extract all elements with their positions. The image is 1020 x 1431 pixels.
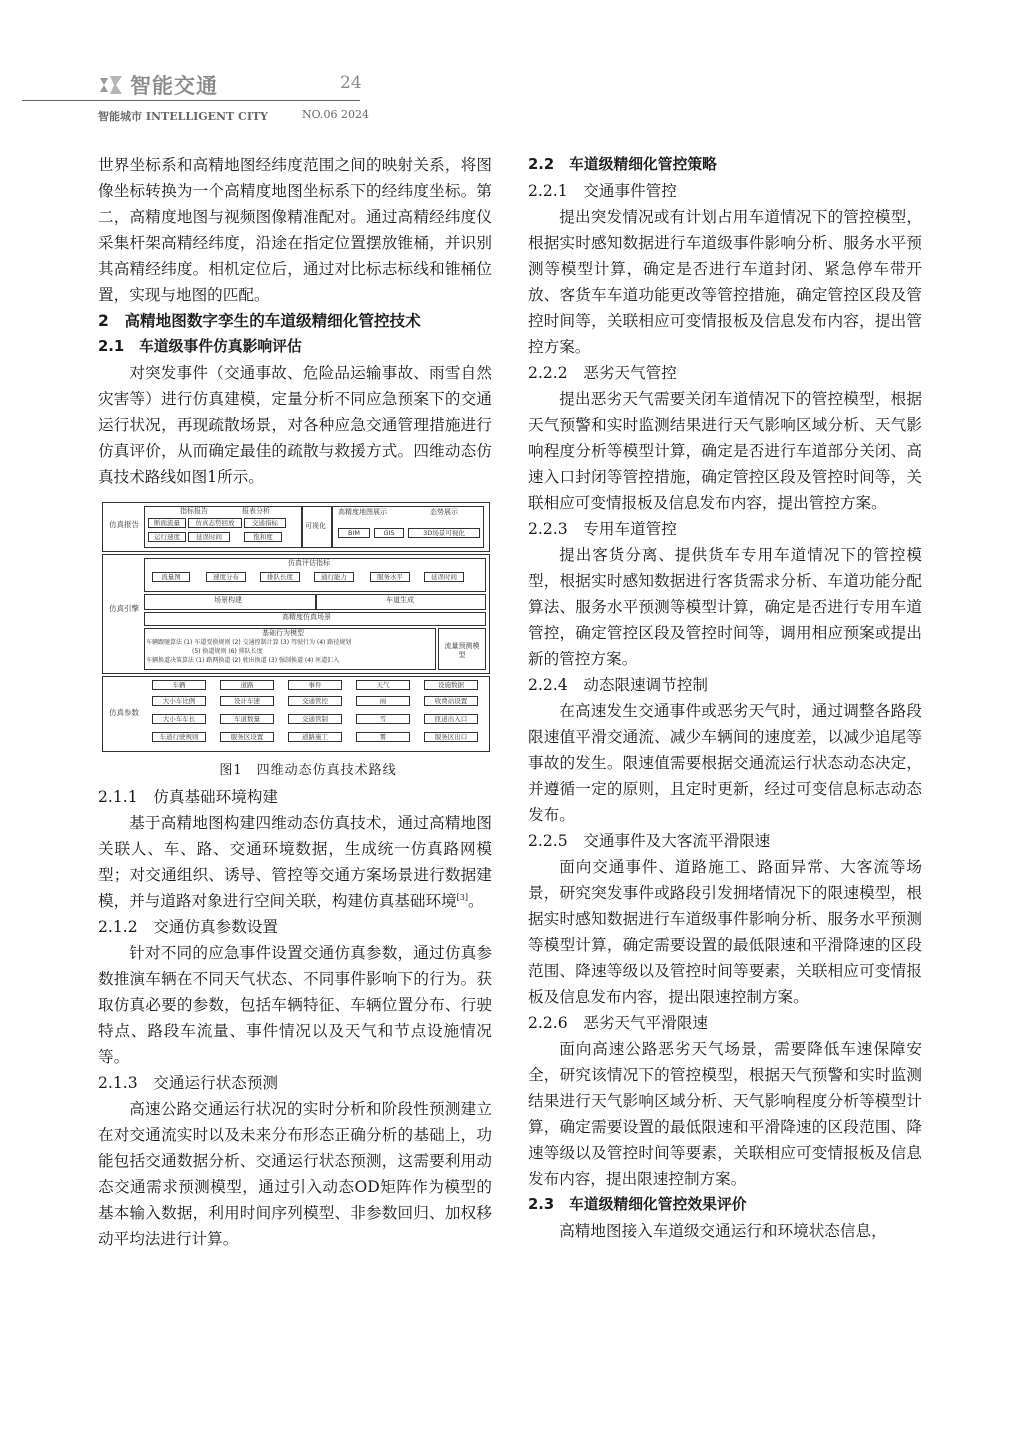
figure-box: BIM <box>338 528 370 538</box>
figure-param-box: 设计车速 <box>220 696 274 706</box>
figure-param-box: 大小车比例 <box>152 696 206 706</box>
figure-param-box: 设施数据 <box>424 680 478 690</box>
subsection-heading: 2.2 车道级精细化管控策略 <box>528 156 717 173</box>
figure-param-box: 大小车车长 <box>152 714 206 724</box>
figure-label: 态势展示 <box>430 508 458 516</box>
subsubsection-heading: 2.2.2 恶劣天气管控 <box>528 364 677 382</box>
figure-param-box: 车辆 <box>152 680 206 690</box>
figure-row-label: 仿真引擎 <box>109 604 139 613</box>
figure-param-box: 车道行驶规则 <box>152 732 206 742</box>
right-column <box>528 152 922 1244</box>
figure-param-box: 道路 <box>220 680 274 690</box>
figure-label: 可视化 <box>305 522 326 530</box>
figure-box: 通行能力 <box>314 572 354 582</box>
figure-box: 交通指标 <box>244 518 286 528</box>
figure-param-box: 交通管制 <box>288 714 342 724</box>
figure-param-box: 交通管控 <box>288 696 342 706</box>
journal-brand <box>98 70 218 100</box>
paragraph: 面向高速公路恶劣天气场景，需要降低车速保障安全，研究该情况下的管控模型，根据天气预警和实时监测结果进行天气影响区域分析、天气影响程度分析等模型计算，确定需要设置的最低限速和平滑降速的区段范围、降速等级以及管控时间等要素，关联相应可变情报板及信息发布内容，提出限速控制方案。 <box>528 1040 922 1188</box>
figure-label: 场景构建 <box>214 596 242 604</box>
figure-param-box: 雨 <box>356 696 410 706</box>
subsubsection-heading: 2.1.2 交通仿真参数设置 <box>98 918 279 936</box>
figure-param-box: 雪 <box>356 714 410 724</box>
figure-1 <box>102 502 490 752</box>
figure-label: 仿真评估指标 <box>288 559 330 567</box>
journal-name: 智能城市 INTELLIGENT CITY <box>98 110 269 123</box>
paragraph: 提出突发情况或有计划占用车道情况下的管控模型，根据实时感知数据进行车道级事件影响分析、服务水平预测等模型计算，确定是否进行车道封闭、紧急停车带开放、客货车车道功能更改等管控措施，确定管控区段及管控时间等，关联相应可变情报板及信息发布内容，提出管控方案。 <box>528 208 922 356</box>
figure-label: 基础行为模型 <box>262 629 304 637</box>
subsection-heading: 2.1 车道级事件仿真影响评估 <box>98 338 302 355</box>
subsubsection-heading: 2.1.1 仿真基础环境构建 <box>98 788 279 806</box>
paragraph: 提出恶劣天气需要关闭车道情况下的管控模型，根据天气预警和实时监测结果进行天气影响区域分析、天气影响程度分析等模型计算，确定是否进行车道部分关闭、高速入口封闭等管控措施，确定管控区段及管控时间等，关联相应可变情报板及信息发布内容，提出管控方案。 <box>528 390 922 512</box>
figure-param-box: 道路施工 <box>288 732 342 742</box>
figure-param-box: 匝道出入口 <box>424 714 478 724</box>
paragraph-text: 基于高精地图构建四维动态仿真技术，通过高精地图关联人、车、路、交通环境数据，生成统一仿真路网模型；对交通组织、诱导、管控等交通方案场景进行数据建模，并与道路对象进行空间关联，构建仿真基础环境 <box>98 814 492 910</box>
paragraph: 高速公路交通运行状况的实时分析和阶段性预测建立在对交通流实时以及未来分布形态正确分析的基础上，功能包括交通数据分析、交通运行状态预测，这需要利用动态交通需求预测模型，通过引入动态OD矩阵作为模型的基本输入数据，利用时间序列模型、非参数回归、加权移动平均法进行计算。 <box>98 1100 492 1248</box>
section-heading: 2 高精地图数字孪生的车道级精细化管控技术 <box>98 312 421 330</box>
subsubsection-heading: 2.2.1 交通事件管控 <box>528 182 677 200</box>
figure-box: 3D场景可视化 <box>408 528 480 538</box>
subsubsection-heading: 2.2.6 恶劣天气平滑限速 <box>528 1014 709 1032</box>
figure-label: (5) 换道规则 (6) 排队长度 <box>192 648 263 655</box>
figure-label: 指标报告 <box>180 507 208 515</box>
figure-label: 车道生成 <box>386 596 414 604</box>
figure-box: 延误时间 <box>424 572 464 582</box>
figure-param-box: 服务区设置 <box>220 732 274 742</box>
figure-box: GIS <box>374 528 404 538</box>
figure-label: 报表分析 <box>242 507 270 515</box>
subsubsection-heading: 2.2.5 交通事件及大客流平滑限速 <box>528 832 771 850</box>
figure-param-box: 事件 <box>288 680 342 690</box>
page-number: 24 <box>340 73 362 93</box>
figure-param-box: 收费站设置 <box>424 696 478 706</box>
brand-logo-icon <box>98 72 124 98</box>
figure-param-box: 天气 <box>356 680 410 690</box>
paragraph: 高精地图接入车道级交通运行和环境状态信息， <box>559 1222 887 1240</box>
figure-param-box: 服务区出口 <box>424 732 478 742</box>
paragraph: 世界坐标系和高精地图经纬度范围之间的映射关系，将图像坐标转换为一个高精度地图坐标系下的经纬度坐标。第二，高精度地图与视频图像精准配对。通过高精经纬度仪采集杆架高精经纬度，沿途在指定位置摆放锥桶，并识别其高精经纬度。相机定位后，通过对比标志标线和锥桶位置，实现与地图的匹配。 <box>98 156 492 304</box>
left-column <box>98 152 492 1252</box>
figure-box: 延误时间 <box>188 532 230 542</box>
citation-ref[interactable]: [3] <box>456 892 469 902</box>
paragraph: 提出客货分离、提供货车专用车道情况下的管控模型，根据实时感知数据进行客货需求分析、车道功能分配算法、服务水平预测等模型计算，确定是否进行专用车道管控，确定管控区段及管控时间等，调用相应预案或提出新的管控方案。 <box>528 546 922 668</box>
paragraph-text: 。 <box>468 892 484 910</box>
figure-box: 服务水平 <box>370 572 410 582</box>
paragraph: 对突发事件（交通事故、危险品运输事故、雨雪自然灾害等）进行仿真建模，定量分析不同应急预案下的交通运行状况，再现疏散场景，对各种应急交通管理措施进行仿真评价，从而确定最佳的疏散与救援方式。四维动态仿真技术路线如图1所示。 <box>98 364 492 486</box>
figure-label: 车辆跟驰算法 (1) 车道变换规则 (2) 交通控制计算 (3) 驾驶行为 (4) 路径规划 <box>146 639 352 646</box>
section-brand: 智能交通 <box>130 74 218 98</box>
paragraph <box>98 810 492 914</box>
figure-label: 流量预测模型 <box>444 642 480 659</box>
subsubsection-heading: 2.2.4 动态限速调节控制 <box>528 676 709 694</box>
subsubsection-heading: 2.1.3 交通运行状态预测 <box>98 1074 279 1092</box>
figure-box: 速度分布 <box>206 572 246 582</box>
header-rule <box>22 100 360 101</box>
paragraph: 针对不同的应急事件设置交通仿真参数，通过仿真参数推演车辆在不同天气状态、不同事件影响下的行为。获取仿真必要的参数，包括车辆特征、车辆位置分布、行驶特点、路段车流量、事件情况以及天气和节点设施情况等。 <box>98 944 492 1066</box>
figure-label: 高精度地图展示 <box>338 508 387 516</box>
figure-param-box: 车道数量 <box>220 714 274 724</box>
figure-caption: 图1 四维动态仿真技术路线 <box>219 763 397 778</box>
subsubsection-heading: 2.2.3 专用车道管控 <box>528 520 677 538</box>
figure-label: 车辆换道决策算法 (1) 路网换道 (2) 驶出换道 (3) 强制换道 (4) 匝道汇入 <box>146 657 340 664</box>
figure-box: 流量图 <box>152 572 190 582</box>
paragraph: 面向交通事件、道路施工、路面异常、大客流等场景，研究突发事件或路段引发拥堵情况下的限速模型，根据实时感知数据进行车道级事件影响分析、服务水平预测等模型计算，确定需要设置的最低限速和平滑降速的区段范围、降速等级以及管控时间等要素，关联相应可变情报板及信息发布内容，提出限速控制方案。 <box>528 858 922 1006</box>
figure-box: 排队长度 <box>260 572 300 582</box>
figure-box: 断面流量 <box>148 518 186 528</box>
figure-label: 高精度仿真场景 <box>282 613 331 621</box>
figure-box: 仿真态势回放 <box>188 518 242 528</box>
figure-row-label: 仿真报告 <box>109 520 139 529</box>
figure-row-label: 仿真参数 <box>109 708 139 717</box>
figure-box: 饱和度 <box>244 532 282 542</box>
paragraph: 在高速发生交通事件或恶劣天气时，通过调整各路段限速值平滑交通流、减少车辆间的速度差，以减少追尾等事故的发生。限速值需要根据交通流运行状态动态决定，并遵循一定的原则，且定时更新，经过可变信息标志动态发布。 <box>528 702 922 824</box>
subsection-heading: 2.3 车道级精细化管控效果评价 <box>528 1196 747 1213</box>
figure-box: 运行速度 <box>148 532 186 542</box>
figure-param-box: 雾 <box>356 732 410 742</box>
issue-number: NO.06 2024 <box>302 108 369 121</box>
